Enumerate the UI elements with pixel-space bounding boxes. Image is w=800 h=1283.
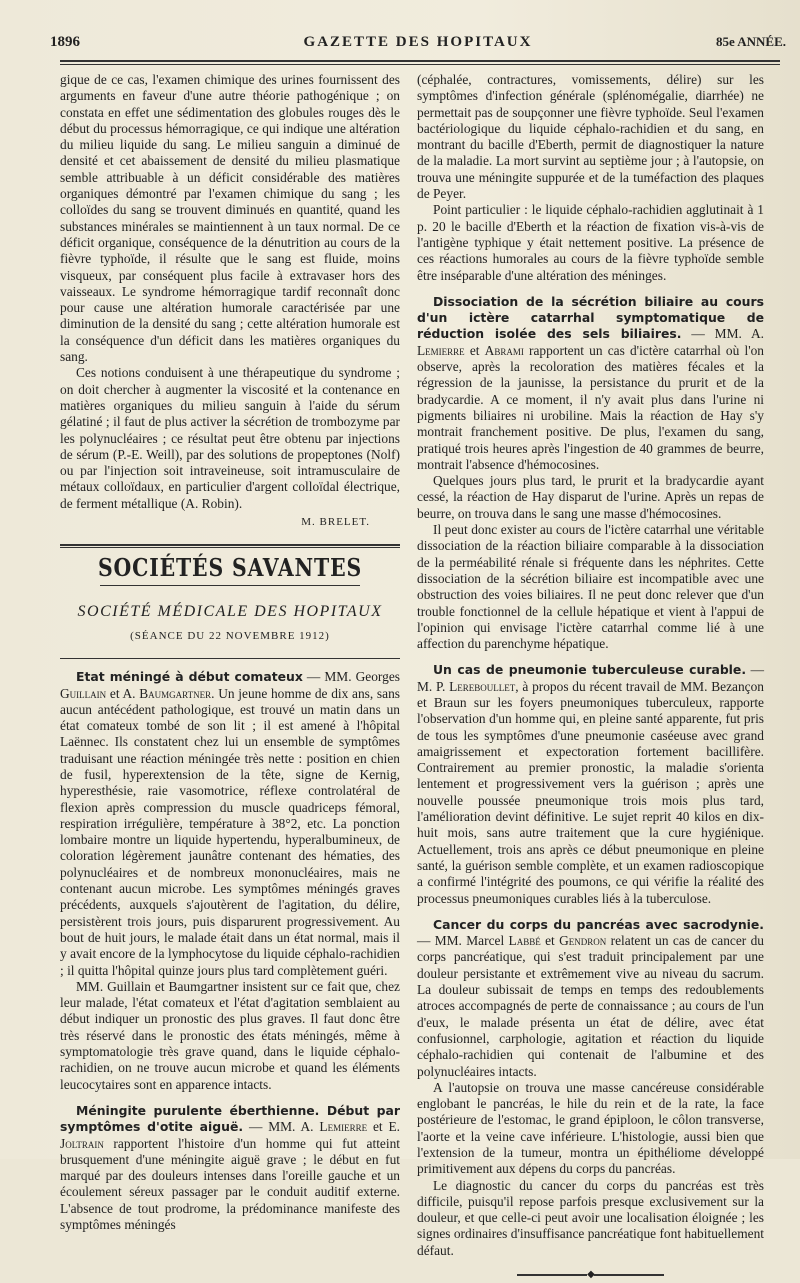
article-text: rapportent l'histoire d'un homme qui fut atteint brusquement d'une méningite aiguë grave ; le début en fut marqué par des douleurs intenses dans l'oreille gauche et un écoulement séreux passager par le conduit auditif externe. L'absence de tout prodrome, la prédominance manifeste des symptômes méningés xyxy=(60,1135,400,1232)
article-text: — M. P. xyxy=(417,662,764,694)
article-text: — MM. Marcel xyxy=(417,933,509,949)
author-name: Lemierre xyxy=(319,1119,368,1135)
author-name: Guillain xyxy=(60,685,107,701)
article-lemierre-abrami xyxy=(417,294,764,473)
article-text: et xyxy=(464,342,485,358)
paragraph: (céphalée, contractures, vomissements, délire) sur les symptômes d'infection générale (splénomégalie, diarrhée) ne permettait pas de soupçonner une fièvre typhoïde. Seul l'examen bactériologique du liquide céphalo-rachidien et du sang, en montrant du bacille d'Eberth, permit de diagnostiquer la nature de la maladie. La mort survint au septième jour ; à l'autopsie, on trouva une méningite suppurée et de la tuméfaction des plaques de Peyer. xyxy=(417,72,764,202)
section-divider xyxy=(60,544,400,548)
spacer xyxy=(417,907,764,917)
paragraph: Le diagnostic du cancer du corps du pancréas est très difficile, puisqu'il repose parfois presque exclusivement sur la douleur, et que celle-ci peut avoir une localisation éloignée ; les signes ordinaires d'insuffisance pancréatique font habituellement défaut. xyxy=(417,1177,764,1258)
article-text: . Un jeune homme de dix ans, sans aucun antécédent pathologique, est trouvé un matin dans un état comateux tombé de son lit ; il est amené à l'hôpital Laënnec. Ils constatent chez lui un ensemble de symptômes traduisant une réaction méningée très nette : position en chien de fusil, hyperextension de la tête, signe de Kernig, hyperesthésie, raie vasomotrice, réflexe controlatéral de flexion après compression du muscle quadriceps fémoral, respiration irrégulière, température à 38°2, etc. La ponction lombaire montre un liquide hypertendu, hyperalbumineux, de coloration légèrement jaunâtre contenant des hématies, des polynucléaires et de nombreux mononucléaires, mais ne contenant aucun microbe. Les symptômes méningés graves précédents, auxquels s'ajoutèrent de l'agitation, du délire, persistèrent trois jours, puis disparurent progressivement. Au bout de huit jours, le malade était dans un état normal, mais il y avait encore de la lymphocytose du liquide céphalo-rachidien ; il quitta l'hôpital quinze jours plus tard complètement guéri. xyxy=(60,685,400,978)
author-name: Joltrain xyxy=(60,1135,104,1151)
article-text: et xyxy=(540,933,560,949)
article-text: relatent un cas de cancer du corps pancréatique, qui s'est traduit principalement par une douleur persistante et extrêmement vive au niveau du sacrum. La douleur subissait de temps en temps des redoublements atroces accompagnés de perte de connaissance ; au cours de l'un d'eux, le malade présenta un état de délire, avec état confusionnel, carphologie, agitation et réaction du liquide céphalo-rachidien qui contenait de l'albumine et des polynucléaires intacts. xyxy=(417,933,765,1079)
paragraph: Quelques jours plus tard, le prurit et la bradycardie ayant cessé, la réaction de Hay disparut de l'urine. Après un repas de beurre, on trouva dans le sang une masse d'hémocosines. xyxy=(417,473,764,521)
article-heading: Dissociation de la sécrétion biliaire au cours d'un ictère catarrhal symptomatique de réduction isolée des sels biliaires. xyxy=(417,293,764,342)
author-name: Baumgartner xyxy=(139,685,212,701)
article-heading: Cancer du corps du pancréas avec sacrodynie. xyxy=(433,916,764,932)
society-title: SOCIÉTÉ MÉDICALE DES HOPITAUX xyxy=(77,602,383,620)
article-text: rapportent un cas d'ictère catarrhal où l'on observe, après la recoloration des matières fécales et la régression de la jaunisse, la persistance du prurit et de la bradycardie. A ce moment, il n'y avait plus dans l'urine ni pigments biliaires ni urobiline. Mais la réaction de Hay s'y montrait franchement positive. De plus, l'examen du sang, pratiqué trois heures après l'ingestion de 40 grammes de beurre, montrait l'absence d'hémocosines. xyxy=(417,342,765,472)
author-name: Labbé xyxy=(508,933,541,949)
article-text: et A. xyxy=(106,685,140,701)
session-date: (SÉANCE DU 22 NOVEMBRE 1912) xyxy=(130,629,330,642)
spacer xyxy=(417,652,764,662)
article-text: et E. xyxy=(367,1119,400,1135)
author-name: Gendron xyxy=(559,933,607,949)
paragraph: Point particulier : le liquide céphalo-rachidien agglutinait à 1 p. 20 le bacille d'Eberth et la réaction de fixation vis-à-vis de l'antigène typhique y était nettement positive. La présence de ces réactions humorales au cours de la fièvre typhoïde semble être inséparable d'une altération des méninges. xyxy=(417,202,764,283)
end-ornament: ◆ xyxy=(417,1267,764,1283)
article-heading: Méningite purulente éberthienne. Début par symptômes d'otite aiguë. xyxy=(60,1102,400,1135)
author-signature: M. BRELET. xyxy=(301,516,370,529)
paragraph: Ces notions conduisent à une thérapeutique du syndrome ; on doit chercher à augmenter la viscosité et la contenance en matières organiques du milieu sanguin à l'aide du sérum gélatiné ; il faut de plus activer la sécrétion de trombozyme par les polynucléaires ; ce résultat peut être obtenu par injections de sérum (P.-E. Weill), par des solutions de propeptones (Nolf) ou par l'injection soit intraveineuse, soit intramusculaire de métaux colloïdaux, en particulier d'argent colloïdal électrique, de ferment métallique (A. Robin). xyxy=(60,365,400,511)
left-column xyxy=(60,72,400,1233)
session-rule xyxy=(60,658,400,659)
article-text: — MM. A. xyxy=(243,1119,320,1135)
article-lemierre-joltrain xyxy=(60,1103,400,1233)
article-lereboullet xyxy=(417,662,764,906)
article-labbe-gendron xyxy=(417,917,764,1080)
article-guillain xyxy=(60,669,400,979)
article-text: — MM. A. xyxy=(681,326,764,342)
page-header xyxy=(50,34,786,54)
paragraph: gique de ce cas, l'examen chimique des urines fournissent des arguments en faveur d'une autre théorie pathogénique ; on constata en effet une sédimentation des globules rouges dès le début du processus hémorragique, ce qui indique une altération du milieu liquide du sang. Le milieu sanguin a diminué de densité et cet abaissement de densité du milieu plasmatique semble attribuable à un déficit considérable des matières organiques démontré par l'examen chimique du sang ; les colloïdes du sang se trouvent diminués en quantité, quand les substances minérales se maintiennent à un taux normal. De ce déficit organique, conséquence de la dénutrition au cours de la fièvre typhoïde, il résulte que le sang est fluide, moins visqueux, par conséquent plus facile à extravaser hors des vaisseaux. Le syndrome hémorragique tardif reconnaît donc pour cause une altération humorale caractérisée par une diminution de la densité du sang ; cette altération humorale est la conséquence d'un déficit dans les matières organiques du sang. xyxy=(60,72,400,365)
author-name: Abrami xyxy=(484,342,524,358)
page-year: 1896 xyxy=(50,34,80,50)
paragraph: Il peut donc exister au cours de l'ictère catarrhal une véritable dissociation de la réaction biliaire comparable à la dissociation de la perméabilité rénale si fréquente dans les néphrites. Cette dissociation de la sécrétion biliaire est incompatible avec une obstruction des voies biliaires. Il ne peut donc relever que d'un trouble fonctionnel de la cellule hépatique et vient à l'appui de l'opinion qui envisage l'ictère catarrhal comme lié à une affection du parenchyme hépatique. xyxy=(417,522,764,652)
article-text: , à propos du récent travail de MM. Bezançon et Braun sur les foyers pneumoniques tuberculeux, rapporte l'observation d'un homme qui, en pleine santé apparente, fut pris de tous les symptômes d'une pneumonie caséeuse avec grand amaigrissement et expectoration fortement bacillifère. Contrairement au premier pronostic, la maladie s'orienta lentement et progressivement vers la guérison ; après une nouvelle poussée pneumonique trois mois plus tard, l'amélioration devint définitive. Le sujet reprit 40 kilos en dix-huit mois, sans autre traitement que la cure hygiénique. Actuellement, trois ans après ce début pneumonique en pleine santé, la guérison semble complète, et un examen radioscopique a confirmé l'intégrité des poumons, ce qui vérifie la réalité des processus pneumoniques curables liés à la tuberculose. xyxy=(417,678,764,906)
article-heading: Un cas de pneumonie tuberculeuse curable. xyxy=(433,662,747,678)
author-name: Lereboullet xyxy=(449,678,516,694)
right-column xyxy=(417,72,764,1283)
section-title: SOCIÉTÉS SAVANTES xyxy=(97,553,363,583)
journal-title: GAZETTE DES HOPITAUX xyxy=(303,34,533,50)
header-rule xyxy=(60,60,780,65)
article-text: — MM. Georges xyxy=(302,669,400,685)
title-rule xyxy=(100,585,360,586)
issue-number: 85e ANNÉE. xyxy=(715,34,786,49)
paragraph: MM. Guillain et Baumgartner insistent sur ce fait que, chez leur malade, l'état comateux et l'état d'agitation semblaient au début indiquer un pronostic des plus graves. Il faut donc être très réservé dans le pronostic des états méningés, même à symptomatologie très grave quand, dans le liquide céphalo-rachidien, on ne trouve aucun microbe et quand les éléments leucocytaires sont en apparence intacts. xyxy=(60,978,400,1092)
paragraph: A l'autopsie on trouva une masse cancéreuse considérable englobant le pancréas, le hile du rein et de la rate, la face postérieure de l'estomac, le grand épiploon, le côlon transverse, l'aorte et la veine cave inférieure. L'histologie, aussi bien que l'extension de la tumeur, montra un épithéliome développé primitivement aux dépens du corps du pancréas. xyxy=(417,1079,764,1177)
spacer xyxy=(417,284,764,294)
author-name: Lemierre xyxy=(417,342,465,358)
article-heading: Etat méningé à début comateux xyxy=(76,669,303,685)
spacer xyxy=(60,1093,400,1103)
